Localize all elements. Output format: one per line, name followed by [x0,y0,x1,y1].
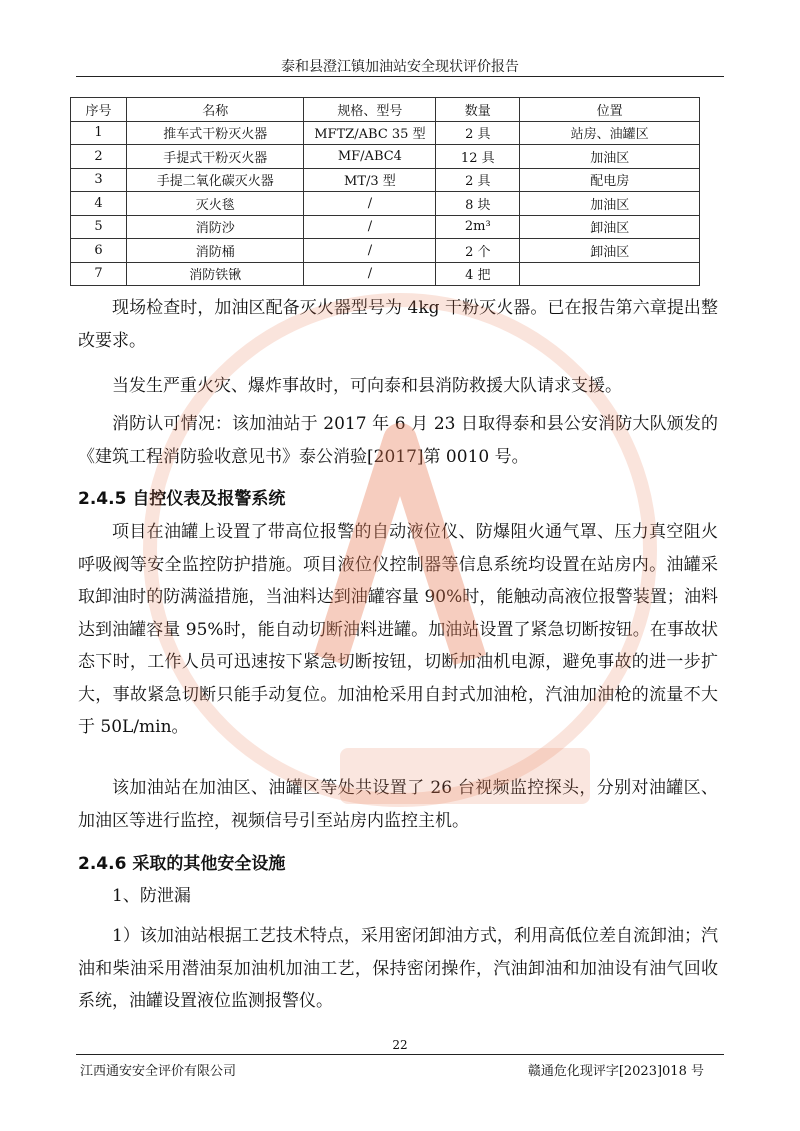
table-header-cell: 规格、型号 [304,98,436,122]
paragraph-video-monitoring: 该加油站在加油区、油罐区等处共设置了 26 台视频监控探头，分别对油罐区、加油区等进行监控，视频信号引至站房内监控主机。 [78,778,718,831]
table-cell: / [304,239,436,263]
table-cell: 配电房 [520,168,700,192]
page-number: 22 [392,1038,408,1052]
table-row [71,262,700,286]
table-cell: 加油区 [520,145,700,169]
table-cell: 卸油区 [520,239,700,263]
table-row [71,145,700,169]
table-row [71,121,700,145]
table-cell: 2 [71,145,127,169]
table-header-cell: 位置 [520,98,700,122]
table-cell: 2m³ [436,215,520,239]
header-rule [76,76,724,77]
table-cell: 12 具 [436,145,520,169]
table-cell [520,262,700,286]
table-header-cell: 名称 [126,98,304,122]
table-cell: 加油区 [520,192,700,216]
table-cell: MFTZ/ABC 35 型 [304,121,436,145]
table-cell: 2 个 [436,239,520,263]
table-cell: 2 具 [436,121,520,145]
table-cell: MT/3 型 [304,168,436,192]
paragraph-closed-unloading: 1）该加油站根据工艺技术特点，采用密闭卸油方式，利用高低位差自流卸油；汽油和柴油采用潜油泵加油机加油工艺，保持密闭操作，汽油卸油和加油设有油气回收系统，油罐设置液位监测报警仪。 [78,926,718,1011]
table-cell: 消防铁锹 [126,262,304,286]
table-cell: 消防桶 [126,239,304,263]
table-row [71,215,700,239]
paragraph-leak-prevention-title: 1、防泄漏 [112,886,191,906]
footer-company: 江西通安安全评价有限公司 [80,1064,237,1079]
table-cell: 2 具 [436,168,520,192]
table-cell: 4 把 [436,262,520,286]
table-cell: 手提式干粉灭火器 [126,145,304,169]
table-cell: 站房、油罐区 [520,121,700,145]
table-header-row [71,98,700,122]
table-cell: 7 [71,262,127,286]
table-cell: / [304,215,436,239]
fire-equipment-table [70,97,700,286]
table-cell: 3 [71,168,127,192]
page-header-title: 泰和县澄江镇加油站安全现状评价报告 [281,59,519,75]
section-heading-2-4-5: 2.4.5 自控仪表及报警系统 [78,489,286,509]
table-cell: 6 [71,239,127,263]
table-cell: 5 [71,215,127,239]
paragraph-inspection: 现场检查时，加油区配备灭火器型号为 4kg 干粉灭火器。已在报告第六章提出整改要求。 [78,298,718,351]
table-cell: MF/ABC4 [304,145,436,169]
paragraph-support: 当发生严重火灾、爆炸事故时，可向泰和县消防救援大队请求支援。 [112,376,622,396]
table-row [71,239,700,263]
footer-rule [76,1054,724,1055]
table-header-cell: 序号 [71,98,127,122]
table-cell: 推车式干粉灭火器 [126,121,304,145]
paragraph-fire-approval: 消防认可情况：该加油站于 2017 年 6 月 23 日取得泰和县公安消防大队颁发的《建筑工程消防验收意见书》泰公消验[2017]第 0010 号。 [78,414,718,467]
table-row [71,192,700,216]
table-header-cell: 数量 [436,98,520,122]
table-cell: 1 [71,121,127,145]
table-row [71,168,700,192]
table-cell: 灭火毯 [126,192,304,216]
table-cell: / [304,262,436,286]
table-cell: 4 [71,192,127,216]
table-cell: 消防沙 [126,215,304,239]
section-heading-2-4-6: 2.4.6 采取的其他安全设施 [78,854,286,874]
table-cell: 手提二氧化碳灭火器 [126,168,304,192]
paragraph-instrumentation: 项目在油罐上设置了带高位报警的自动液位仪、防爆阻火通气罩、压力真空阻火呼吸阀等安全监控防护措施。项目液位仪控制器等信息系统均设置在站房内。油罐采取卸油时的防满溢措施，当油料达到油罐容量 90%时，能触动高液位报警装置；油料达到油罐容量 95%时，能自动切断油料进罐。加油站设置了紧急切断按钮。在事故状态下时，工作人员可迅速按下紧急切断按钮，切断加油机电源，避免事故的进一步扩大，事故紧急切断只能手动复位。加油枪采用自封式加油枪，汽油加油枪的流量不大于 50L/min。 [78,522,718,737]
table-cell: 8 块 [436,192,520,216]
footer-document-number: 赣通危化现评字[2023]018 号 [527,1064,704,1079]
table-cell: / [304,192,436,216]
table-cell: 卸油区 [520,215,700,239]
